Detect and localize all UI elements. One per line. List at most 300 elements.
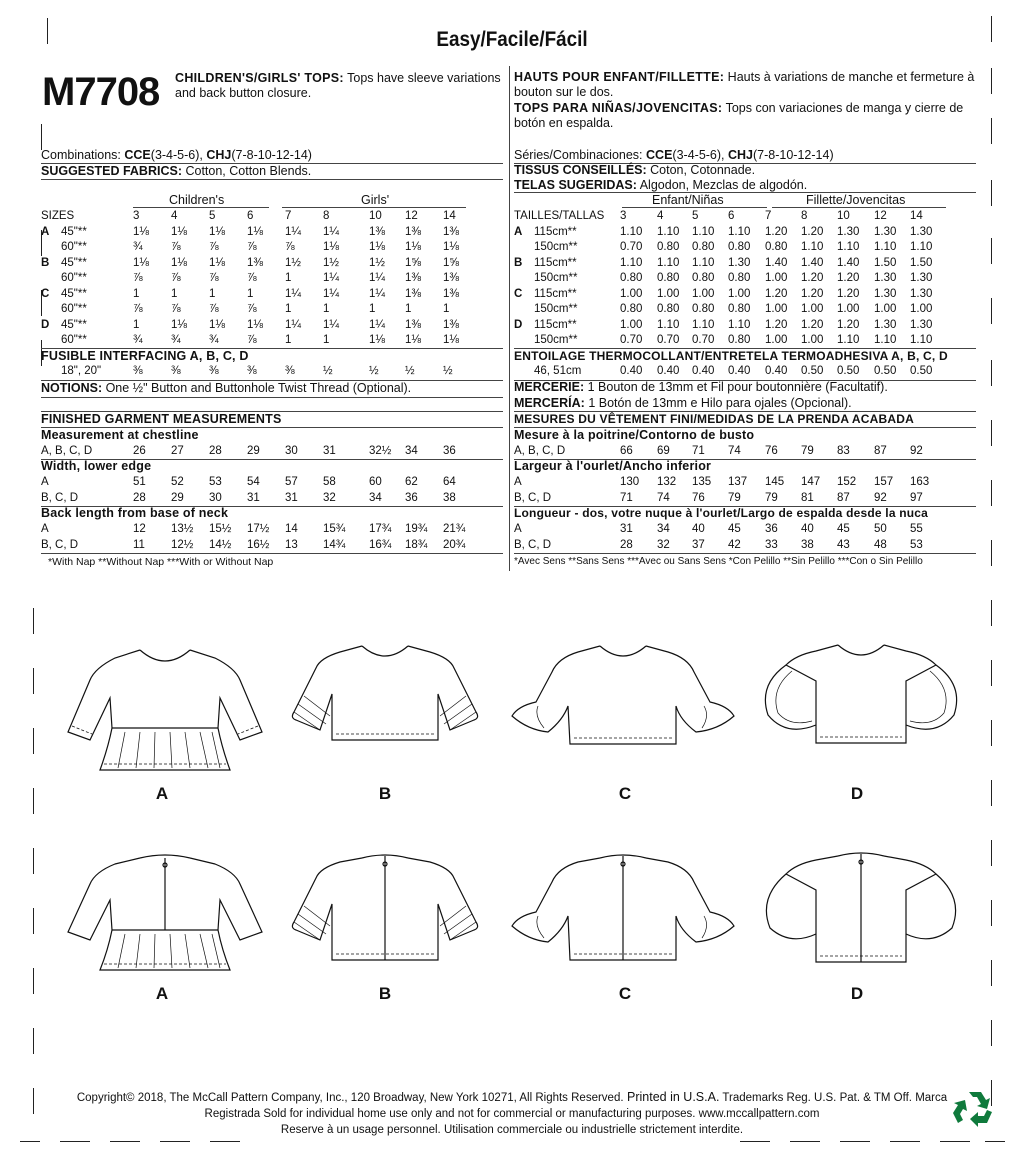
pattern-number: M7708	[42, 70, 160, 114]
fr-yardage-value: 1.00	[657, 287, 680, 300]
fr-yardage-fabric-width: 115cm**	[534, 318, 577, 331]
en-yardage-value: 1	[171, 287, 178, 300]
en-width-value: 51	[133, 476, 146, 488]
fr-yardage-view-letter: C	[514, 287, 523, 300]
en-chest-value: 32½	[369, 445, 392, 457]
en-yardage-value: 1	[323, 303, 330, 315]
en-back-view: B, C, D	[41, 538, 79, 551]
en-back-value: 16½	[247, 538, 270, 551]
en-interfacing-value: ⅜	[133, 365, 143, 377]
en-back-value: 19¾	[405, 523, 428, 535]
suggested-fabrics	[41, 164, 311, 178]
fr-yardage-value: 1.50	[874, 256, 897, 269]
en-yardage-value: ⅞	[133, 272, 143, 284]
suggested-fabrics-label: SUGGESTED FABRICS:	[41, 164, 182, 178]
en-chest-row	[41, 444, 481, 460]
notions-value: One ½" Button and Buttonhole Twist Thread (Optional).	[102, 381, 412, 395]
en-yardage-value: 1	[209, 287, 216, 300]
en-yardage-value: 1	[405, 303, 412, 315]
fr-back-value: 38	[801, 538, 814, 551]
en-width-value: 36	[405, 491, 418, 504]
en-yardage-value: 1⅜	[405, 287, 421, 300]
en-yardage-value: 1⅝	[405, 256, 421, 269]
fr-width-value: 135	[692, 476, 712, 488]
en-yardage-row	[41, 287, 481, 303]
en-interfacing-row-label	[41, 364, 133, 380]
en-width-value: 62	[405, 476, 418, 488]
fr-size-header: 12	[874, 210, 887, 222]
tissus-line	[514, 163, 755, 177]
series-chj: CHJ	[728, 148, 754, 162]
en-yardage-value: 1¼	[323, 272, 339, 284]
fr-yardage-value: 0.70	[692, 334, 715, 346]
en-yardage-value: 1⅛	[405, 334, 421, 346]
fr-chest-value: 92	[910, 445, 923, 457]
fr-back-value: 45	[728, 523, 741, 535]
en-chest-value: 34	[405, 445, 418, 457]
fr-size-header: 7	[765, 210, 772, 222]
copyright-line-1	[0, 1089, 1024, 1106]
fr-width-value: 147	[801, 476, 821, 488]
combination-chj: CHJ	[206, 148, 232, 162]
en-yardage-value: ⅞	[209, 241, 219, 253]
en-interfacing-value: ⅜	[247, 365, 257, 377]
fr-interfacing-value: 0.50	[874, 365, 897, 377]
view-c-back-drawing	[508, 828, 738, 968]
fr-yardage-value: 0.80	[657, 241, 680, 253]
fr-yardage-value: 1.30	[874, 318, 897, 331]
fr-width-value: 145	[765, 476, 785, 488]
merceria-label: MERCERÍA:	[514, 396, 585, 410]
fr-yardage-value: 1.10	[657, 256, 680, 269]
en-width-value: 54	[247, 476, 260, 488]
en-back-value: 20¾	[443, 538, 466, 551]
fr-back-value: 32	[657, 538, 670, 551]
en-back-value: 11	[133, 538, 145, 551]
fr-yardage-value: 1.30	[837, 225, 860, 238]
fr-yardage-value: 1.00	[801, 334, 824, 346]
fr-back-value: 40	[692, 523, 705, 535]
entoilage-heading: ENTOILAGE THERMOCOLLANT/ENTRETELA TERMOADHESIVA A, B, C, D	[514, 349, 948, 363]
foreign-width-table	[514, 475, 946, 506]
fr-interfacing-value: 0.50	[837, 365, 860, 377]
fr-yardage-value: 1.20	[801, 225, 824, 238]
fr-yardage-row-label	[514, 318, 620, 334]
series-chj-sizes: (7-8-10-12-14)	[753, 148, 834, 162]
en-width-value: 34	[369, 491, 382, 504]
fr-yardage-value: 1.10	[657, 318, 680, 331]
en-yardage-fabric-width: 60"**	[61, 241, 87, 253]
view-c-front-drawing	[508, 620, 738, 750]
fr-yardage-value: 1.30	[910, 318, 933, 331]
en-yardage-view-letter: C	[41, 287, 50, 300]
telas-line	[514, 178, 807, 192]
en-size-header: 10	[369, 210, 382, 222]
fr-interfacing-value: 0.40	[765, 365, 788, 377]
en-back-value: 14	[285, 523, 298, 535]
foreign-interfacing-table	[514, 364, 946, 380]
en-size-header: 3	[133, 210, 140, 222]
lower-edge-heading: Width, lower edge	[41, 459, 152, 473]
recycle-icon	[952, 1088, 998, 1130]
en-yardage-value: 1⅜	[247, 256, 263, 269]
fr-back-view: A	[514, 523, 522, 535]
fr-interfacing-value: 0.40	[728, 365, 751, 377]
en-yardage-value: 1⅛	[323, 241, 339, 253]
fr-yardage-view-letter: A	[514, 225, 523, 238]
fr-yardage-value: 1.10	[620, 225, 643, 238]
view-b-back-label: B	[378, 984, 392, 1003]
fr-yardage-row	[514, 287, 946, 303]
telas-label: TELAS SUGERIDAS:	[514, 178, 637, 192]
en-chest-value: 26	[133, 445, 146, 457]
en-back-value: 14¾	[323, 538, 346, 551]
en-back-value: 12	[133, 523, 146, 535]
en-width-value: 31	[247, 491, 260, 504]
en-size-header: 7	[285, 210, 292, 222]
en-yardage-value: ⅞	[285, 241, 295, 253]
fr-yardage-fabric-width: 150cm**	[534, 334, 578, 346]
suggested-fabrics-value: Cotton, Cotton Blends.	[182, 164, 312, 178]
en-chest-value: 36	[443, 445, 456, 457]
english-yardage-table	[41, 209, 481, 349]
en-back-value: 14½	[209, 538, 232, 551]
en-yardage-value: 1	[323, 334, 330, 346]
en-yardage-value: ⅞	[133, 303, 143, 315]
fr-width-value: 87	[837, 491, 850, 504]
combination-chj-sizes: (7-8-10-12-14)	[231, 148, 312, 162]
en-yardage-row	[41, 240, 481, 256]
en-yardage-row-label	[41, 302, 133, 318]
fr-yardage-view-letter: B	[514, 256, 523, 269]
fr-yardage-row-label	[514, 225, 620, 241]
page-title: Easy/Facile/Fácil	[436, 28, 588, 51]
printed-in-text: Printed in U.S.A.	[623, 1090, 720, 1104]
english-description	[175, 71, 503, 101]
fr-yardage-value: 1.30	[910, 225, 933, 238]
fr-yardage-fabric-width: 150cm**	[534, 272, 578, 284]
en-yardage-value: 1¼	[323, 225, 339, 238]
fr-interfacing-value: 0.50	[910, 365, 933, 377]
fr-yardage-value: 1.00	[620, 318, 643, 331]
fr-chest-value: 71	[692, 445, 705, 457]
combinations-label: Combinations:	[41, 148, 125, 162]
en-yardage-value: 1⅛	[171, 225, 187, 238]
foreign-yardage-table	[514, 209, 946, 349]
view-b-front-drawing	[280, 620, 490, 750]
en-yardage-value: 1	[133, 318, 140, 331]
longueur-heading: Longueur - dos, votre nuque à l'ourlet/Largo de espalda desde la nuca	[514, 506, 929, 520]
en-chest-value: 31	[323, 445, 336, 457]
en-yardage-value: 1	[285, 334, 292, 346]
fr-width-row	[514, 491, 946, 507]
en-yardage-value: ¾	[209, 334, 219, 346]
en-yardage-value: ⅞	[171, 272, 181, 284]
fr-yardage-row-label	[514, 333, 620, 349]
copyright-line-2: Registrada Sold for individual home use only and not for commercial or manufacturing purposes. www.mccallpattern.com	[204, 1108, 820, 1120]
en-yardage-value: 1⅛	[209, 225, 225, 238]
en-yardage-value: 1	[133, 287, 140, 300]
fr-yardage-value: 1.10	[692, 256, 715, 269]
fr-yardage-value: 0.70	[620, 334, 643, 346]
en-width-value: 30	[209, 491, 222, 504]
fr-width-view: B, C, D	[514, 491, 552, 504]
fr-yardage-value: 1.10	[837, 241, 860, 253]
en-yardage-value: 1	[443, 303, 450, 315]
group-label-girls: Girls'	[361, 193, 390, 207]
en-yardage-value: 1	[285, 272, 292, 284]
fr-width-value: 137	[728, 476, 748, 488]
fr-chest-row	[514, 444, 946, 460]
mercerie-line	[514, 380, 888, 394]
trademarks-text: Trademarks Reg. U.S. Pat. & TM Off. Marca	[719, 1092, 948, 1104]
english-description-lead: CHILDREN'S/GIRLS' TOPS:	[175, 71, 344, 85]
fr-yardage-row	[514, 256, 946, 272]
merceria-value: 1 Botón de 13mm e Hilo para ojales (Opcional).	[584, 396, 852, 410]
en-back-value: 16¾	[369, 538, 392, 551]
english-chest-table	[41, 444, 481, 460]
en-size-header: 4	[171, 210, 178, 222]
fr-yardage-value: 1.00	[728, 287, 751, 300]
fr-interfacing-value: 0.40	[692, 365, 715, 377]
en-yardage-value: 1¼	[369, 272, 385, 284]
en-width-value: 31	[285, 491, 298, 504]
fr-chest-value: 76	[765, 445, 778, 457]
fr-yardage-value: 1.10	[692, 318, 715, 331]
combination-cce: CCE	[124, 148, 151, 162]
en-yardage-value: 1⅜	[443, 318, 459, 331]
ourlet-heading: Largeur à l'ourlet/Ancho inferior	[514, 459, 712, 473]
fr-yardage-view-letter: D	[514, 318, 523, 331]
view-a-front-label: A	[155, 784, 169, 803]
fr-yardage-value: 1.40	[765, 256, 788, 269]
fr-width-value: 76	[692, 491, 705, 504]
mercerie-label: MERCERIE:	[514, 380, 585, 394]
fr-yardage-value: 1.00	[620, 287, 643, 300]
fr-back-value: 43	[837, 538, 850, 551]
en-interfacing-value: ⅜	[209, 365, 219, 377]
fr-yardage-value: 1.00	[765, 334, 788, 346]
french-description	[514, 70, 979, 100]
en-size-header: 12	[405, 210, 418, 222]
view-b-back-drawing	[280, 828, 490, 968]
fr-back-value: 34	[657, 523, 670, 535]
en-width-value: 29	[171, 491, 184, 504]
en-back-value: 18¾	[405, 538, 428, 551]
fr-yardage-row	[514, 271, 946, 287]
en-width-view: B, C, D	[41, 491, 79, 504]
chestline-heading: Measurement at chestline	[41, 428, 199, 442]
fr-width-value: 92	[874, 491, 887, 504]
group-label-fillette: Fillette/Jovencitas	[806, 193, 906, 207]
view-c-front-label: C	[618, 784, 632, 803]
telas-value: Algodon, Mezclas de algodón.	[636, 178, 808, 192]
en-width-value: 57	[285, 476, 298, 488]
fr-yardage-fabric-width: 115cm**	[534, 225, 577, 238]
en-yardage-row-label	[41, 256, 133, 272]
en-size-header: 8	[323, 210, 330, 222]
fr-back-value: 42	[728, 538, 741, 551]
fr-yardage-value: 0.80	[692, 303, 715, 315]
fr-yardage-value: 1.00	[692, 287, 715, 300]
fr-yardage-value: 0.70	[620, 241, 643, 253]
fr-width-value: 81	[801, 491, 814, 504]
fr-yardage-value: 1.10	[874, 241, 897, 253]
fr-yardage-value: 1.00	[910, 303, 933, 315]
fr-back-value: 37	[692, 538, 705, 551]
en-yardage-value: 1⅛	[133, 256, 149, 269]
fr-yardage-value: 1.00	[765, 272, 788, 284]
en-yardage-row	[41, 302, 481, 318]
en-yardage-fabric-width: 60"**	[61, 334, 87, 346]
en-yardage-value: 1⅝	[443, 256, 459, 269]
en-width-value: 53	[209, 476, 222, 488]
fr-back-value: 31	[620, 523, 633, 535]
fr-yardage-value: 0.80	[765, 241, 788, 253]
fr-yardage-value: 1.20	[765, 287, 788, 300]
fr-yardage-value: 0.80	[728, 334, 751, 346]
en-yardage-fabric-width: 60"**	[61, 272, 87, 284]
en-yardage-value: 1⅛	[171, 318, 187, 331]
fr-yardage-value: 1.10	[620, 256, 643, 269]
en-interfacing-row	[41, 364, 481, 380]
fr-yardage-value: 1.30	[728, 256, 751, 269]
en-yardage-value: 1⅛	[247, 318, 263, 331]
spanish-description	[514, 101, 979, 131]
en-yardage-value: 1¼	[323, 318, 339, 331]
fr-width-value: 71	[620, 491, 633, 504]
fr-interfacing-value: 0.40	[657, 365, 680, 377]
fr-yardage-value: 1.30	[874, 272, 897, 284]
mercerie-value: 1 Bouton de 13mm et Fil pour boutonnière (Facultatif).	[584, 380, 888, 394]
en-size-header: 5	[209, 210, 216, 222]
fr-yardage-value: 1.20	[837, 272, 860, 284]
fr-yardage-fabric-width: 150cm**	[534, 241, 578, 253]
copyright-text: Copyright© 2018, The McCall Pattern Company, Inc., 120 Broadway, New York 10271, All Rights Reserved.	[76, 1092, 624, 1104]
fr-yardage-value: 0.80	[728, 303, 751, 315]
fr-width-row	[514, 475, 946, 491]
en-back-value: 13½	[171, 523, 194, 535]
fr-yardage-value: 1.10	[657, 225, 680, 238]
en-back-value: 13	[285, 538, 298, 551]
fr-yardage-value: 0.70	[657, 334, 680, 346]
view-d-back-label: D	[850, 984, 864, 1003]
en-chest-value: 27	[171, 445, 184, 457]
en-yardage-value: 1⅛	[171, 256, 187, 269]
en-yardage-view-letter: B	[41, 256, 50, 269]
fr-size-header: 4	[657, 210, 664, 222]
fr-yardage-value: 0.80	[657, 303, 680, 315]
en-yardage-value: ¾	[133, 241, 143, 253]
fr-yardage-value: 1.00	[801, 303, 824, 315]
en-back-value: 17¾	[369, 523, 392, 535]
en-yardage-value: 1¼	[285, 318, 301, 331]
english-footnote: *With Nap **Without Nap ***With or Without Nap	[48, 556, 274, 568]
fr-back-value: 40	[801, 523, 814, 535]
fr-sizes-row	[514, 209, 946, 225]
fr-yardage-value: 1.10	[910, 334, 933, 346]
en-yardage-value: 1½	[369, 256, 385, 269]
en-interfacing-value: ½	[443, 365, 453, 377]
en-yardage-value: 1¼	[369, 318, 385, 331]
en-yardage-fabric-width: 45"**	[61, 287, 87, 300]
fr-yardage-row	[514, 318, 946, 334]
en-width-view: A	[41, 476, 49, 488]
en-yardage-value: 1⅛	[369, 334, 385, 346]
en-yardage-value: ⅞	[247, 303, 257, 315]
en-back-row	[41, 522, 481, 538]
series-cce: CCE	[646, 148, 673, 162]
fr-yardage-value: 1.50	[910, 256, 933, 269]
en-yardage-value: 1¼	[285, 287, 301, 300]
en-yardage-value: ⅞	[171, 303, 181, 315]
en-yardage-value: ⅞	[247, 272, 257, 284]
en-back-row	[41, 538, 481, 554]
fr-back-value: 36	[765, 523, 778, 535]
en-yardage-value: ⅞	[209, 272, 219, 284]
en-yardage-value: 1	[369, 303, 376, 315]
fr-chest-value: 69	[657, 445, 670, 457]
en-yardage-value: 1¼	[369, 287, 385, 300]
en-yardage-view-letter: D	[41, 318, 50, 331]
en-yardage-fabric-width: 60"**	[61, 303, 87, 315]
fr-back-view: B, C, D	[514, 538, 552, 551]
fr-yardage-value: 1.00	[837, 303, 860, 315]
en-yardage-fabric-width: 45"**	[61, 225, 87, 238]
fr-yardage-value: 1.30	[874, 287, 897, 300]
interfacing-heading: FUSIBLE INTERFACING A, B, C, D	[41, 349, 249, 363]
en-interfacing-value: ⅜	[285, 365, 295, 377]
en-yardage-row	[41, 225, 481, 241]
fr-yardage-value: 1.20	[765, 225, 788, 238]
fr-back-row	[514, 538, 946, 554]
en-width-value: 64	[443, 476, 456, 488]
en-sizes-row	[41, 209, 481, 225]
fr-width-view: A	[514, 476, 522, 488]
fr-yardage-row	[514, 225, 946, 241]
en-yardage-fabric-width: 45"**	[61, 256, 87, 269]
en-yardage-row	[41, 333, 481, 349]
english-interfacing-table	[41, 364, 481, 380]
series-label: Séries/Combinaciones:	[514, 148, 647, 162]
en-yardage-row-label	[41, 225, 133, 241]
en-width-value: 52	[171, 476, 184, 488]
fr-yardage-fabric-width: 150cm**	[534, 303, 578, 315]
fr-yardage-value: 0.80	[620, 272, 643, 284]
back-length-heading: Back length from base of neck	[41, 506, 229, 520]
en-back-value: 15¾	[323, 523, 346, 535]
poitrine-heading: Mesure à la poitrine/Contorno de busto	[514, 428, 755, 442]
fr-size-header: 3	[620, 210, 627, 222]
en-back-value: 12½	[171, 538, 194, 551]
fr-yardage-value: 1.10	[692, 225, 715, 238]
fr-width-value: 74	[657, 491, 670, 504]
en-width-value: 60	[369, 476, 382, 488]
fr-yardage-fabric-width: 115cm**	[534, 287, 577, 300]
en-interfacing-value: ½	[405, 365, 415, 377]
group-label-children: Children's	[169, 193, 225, 207]
en-width-row	[41, 491, 481, 507]
series-cce-sizes: (3-4-5-6),	[672, 148, 728, 162]
en-interfacing-value: ½	[323, 365, 333, 377]
en-chest-view: A, B, C, D	[41, 445, 93, 457]
fr-width-value: 130	[620, 476, 640, 488]
fr-yardage-row	[514, 302, 946, 318]
fr-chest-value: 83	[837, 445, 850, 457]
en-yardage-value: 1⅛	[247, 225, 263, 238]
en-yardage-row	[41, 271, 481, 287]
fr-yardage-row-label	[514, 256, 620, 272]
